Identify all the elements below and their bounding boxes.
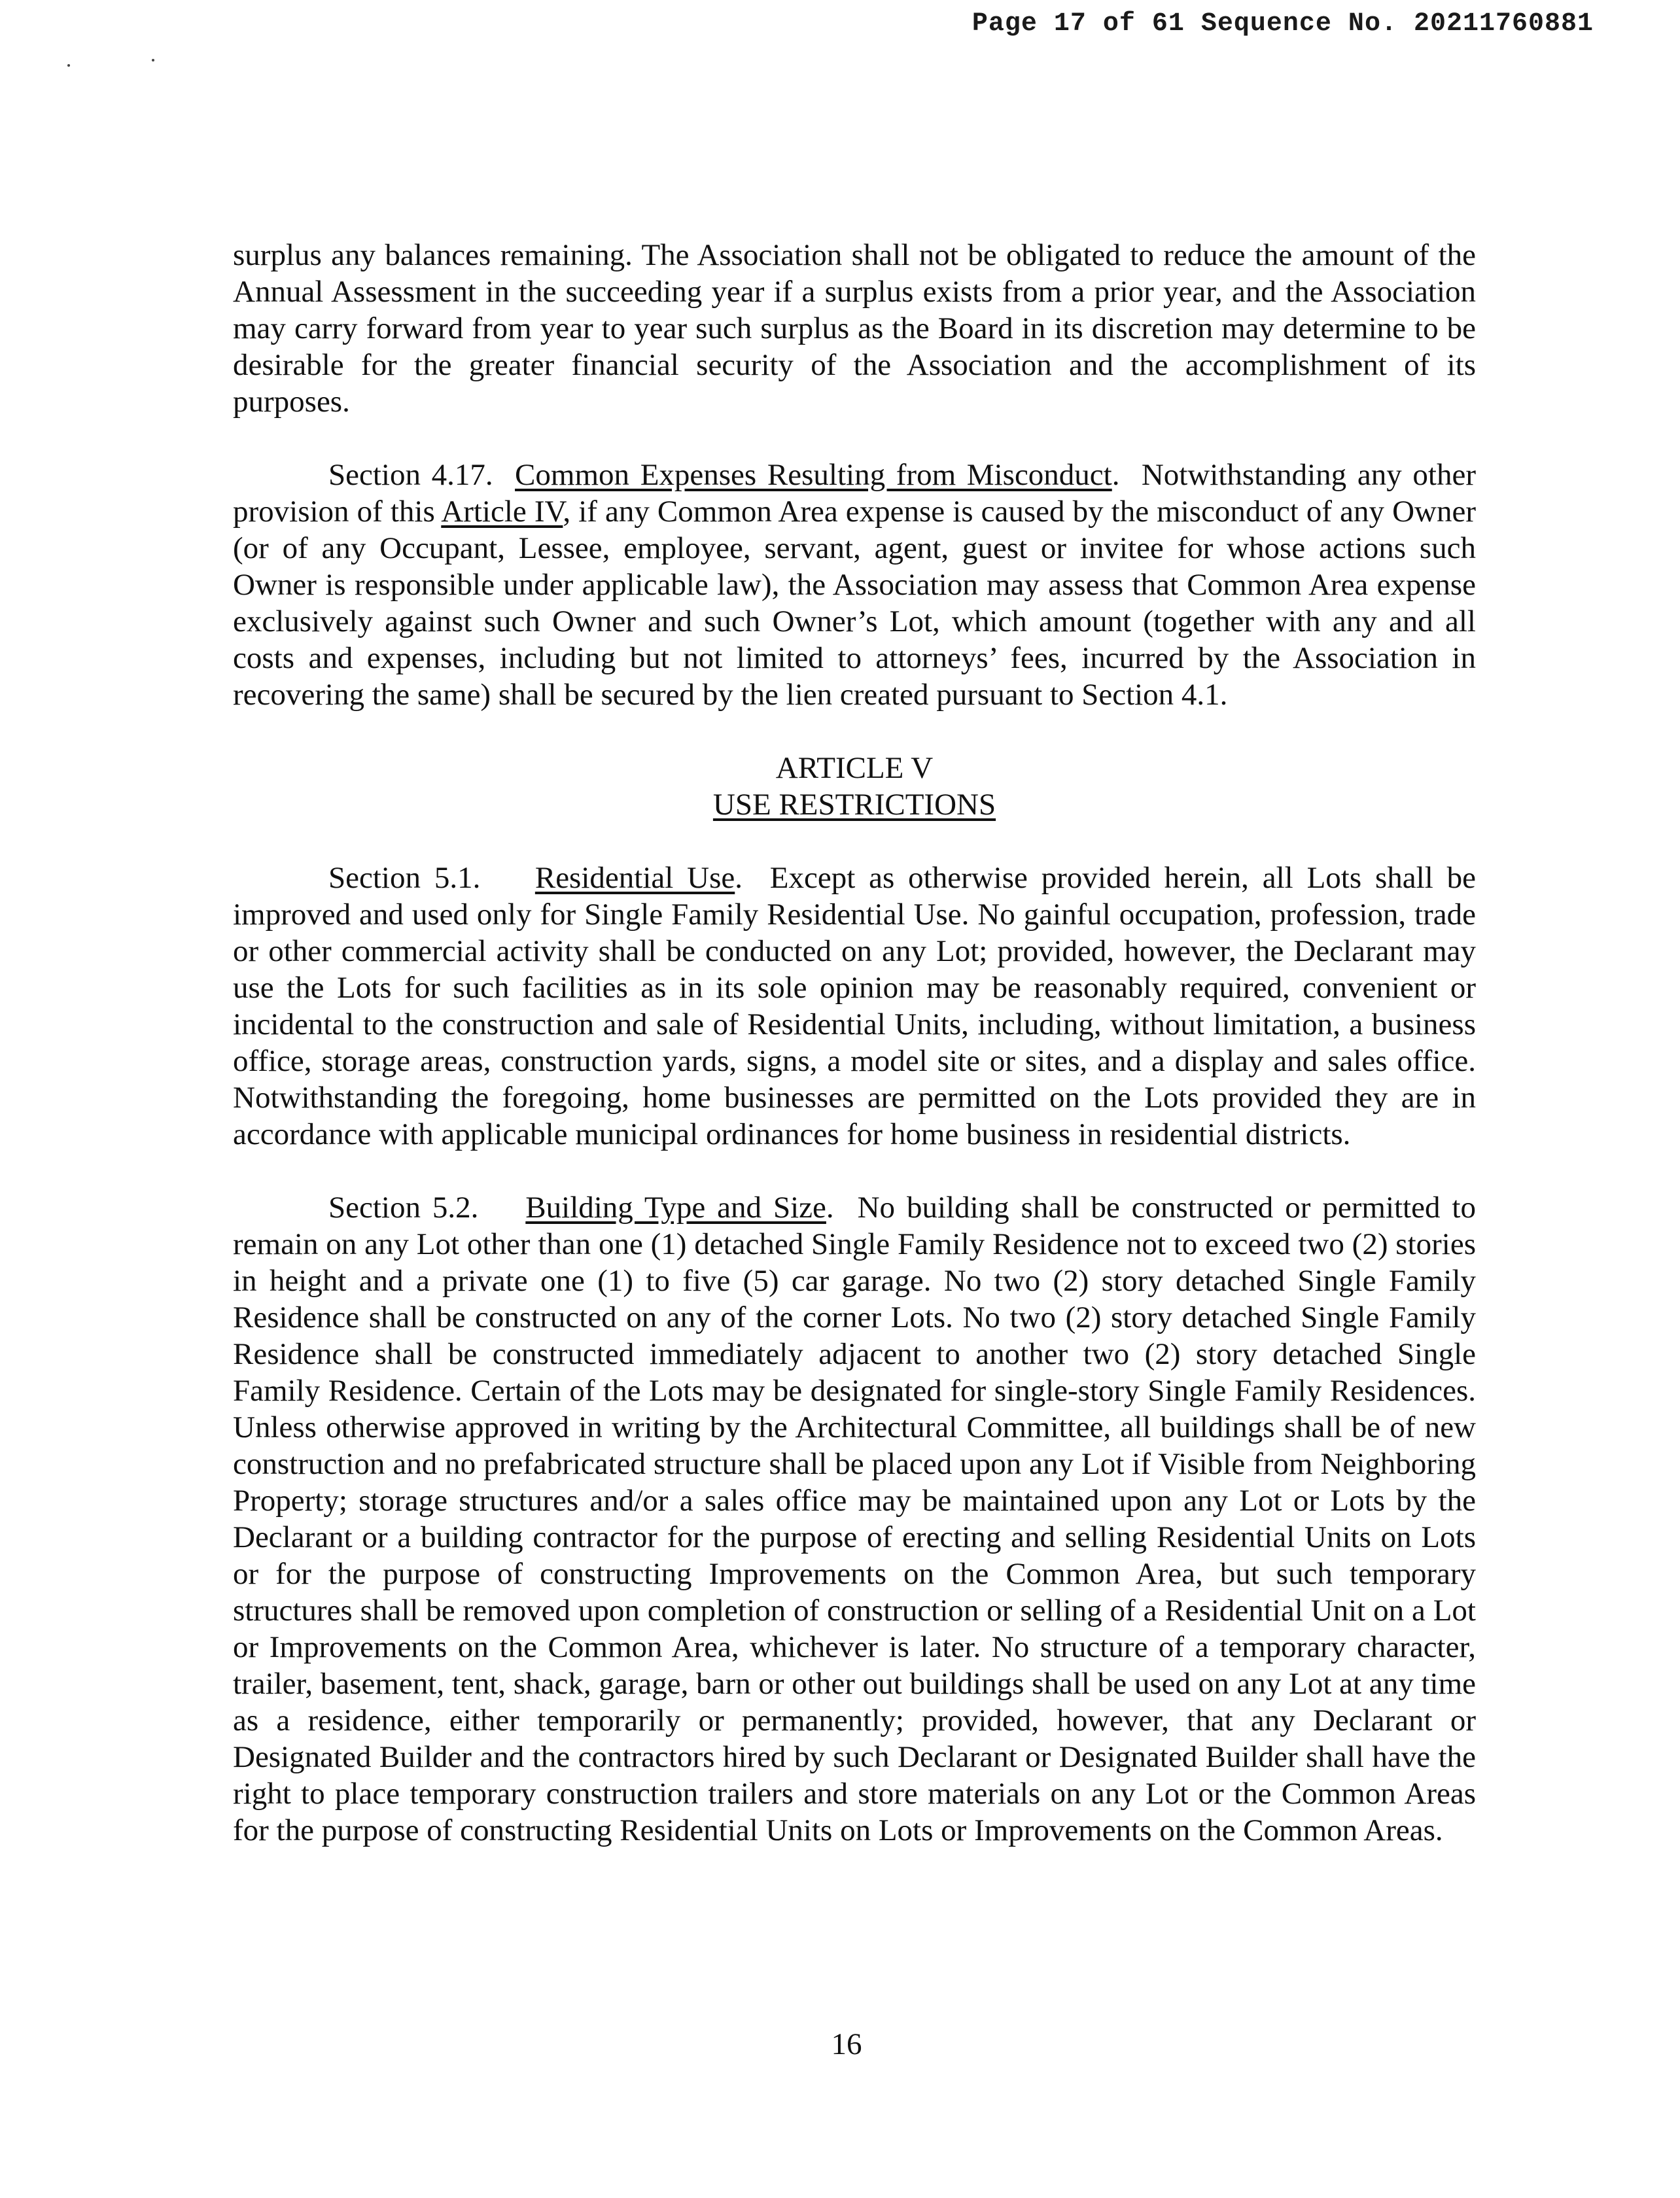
document-body [233, 237, 1476, 1885]
section-number: Section 5.2. [328, 1191, 479, 1225]
section-title: Building Type and Size [525, 1191, 826, 1225]
page-number: 16 [831, 2027, 862, 2061]
section-number: Section 5.1. [328, 861, 481, 895]
article-subtitle: USE RESTRICTIONS [712, 788, 996, 822]
section-5-1: Section 5.1. Residential Use. Except as otherwise provided herein, all Lots shall be improved and used only for Single Family Residential Use. No gainful occupation, profession, trade or other commercial activity shall be conducted on any Lot; provided, however, the Declarant may use the Lots for such facilities as in its sole opinion may be reasonably required, convenient or incidental to the construction and sale of Residential Units, including, without limitation, a business office, storage areas, construction yards, signs, a model site or sites, and a display and sales office. Notwithstanding the foregoing, home businesses are permitted on the Lots provided they are in accordance with applicable municipal ordinances for home business in residential districts. [233, 861, 1477, 1151]
section-text: Notwithstanding any other provision of this [233, 458, 1476, 529]
section-5-2: Section 5.2. Building Type and Size. No building shall be constructed or permitted to remain on any Lot other than one (1) detached Single Family Residence not to exceed two (2) stories in height and a private one (1) to five (5) car garage. No two (2) story detached Single Family Residence shall be constructed on any of the corner Lots. No two (2) story detached Single Family Residence shall be constructed immediately adjacent to another two (2) story detached Single Family Residence. Certain of the Lots may be designated for single-story Single Family Residences. Unless otherwise approved in writing by the Architectural Committee, all buildings shall be of new construction and no prefabricated structure shall be placed upon any Lot if Visible from Neighboring Property; storage structures and/or a sales office may be maintained upon any Lot or Lots by the Declarant or a building contractor for the purpose of erecting and selling Residential Units on Lots or for the purpose of constructing Improvements on the Common Area, but such temporary structures shall be removed upon completion of construction or selling of a Residential Unit on a Lot or Improvements on the Common Area, whichever is later. No structure of a temporary character, trailer, basement, tent, shack, garage, barn or other out buildings shall be used on any Lot at any time as a residence, either temporarily or permanently; provided, however, that any Declarant or Designated Builder and the contractors hired by such Declarant or Designated Builder shall have the right to place temporary construction trailers and store materials on any Lot or the Common Areas for the purpose of constructing Residential Units on Lots or Improvements on the Common Areas. [233, 1191, 1476, 1847]
section-text: Except as otherwise provided herein, all Lots shall be improved and used only for Single Family Residential Use. No gainful occupation, profession, trade or other commercial activity shall be conducted on any Lot; provided, however, the Declarant may use the Lots for such facilities as in its sole opinion may be reasonably required, convenient or incidental to the construction and sale of Residential Units, including, without limitation, a business office, storage areas, construction yards, signs, a model site or sites, and a display and sales office. Notwithstanding the foregoing, home businesses are permitted on the Lots provided they are in accordance with applicable municipal ordinances for home business in residential districts. [233, 861, 1477, 1151]
section-text: No building shall be constructed or permitted to remain on any Lot other than one (1) detached Single Family Residence not to exceed two (2) stories in height and a private one (1) to five (5) car garage. No two (2) story detached Single Family Residence shall be constructed on any of the corner Lots. No two (2) story detached Single Family Residence shall be constructed immediately adjacent to another two (2) story detached Single Family Residence. Certain of the Lots may be designated for single-story Single Family Residences. Unless otherwise approved in writing by the Architectural Committee, all buildings shall be of new construction and no prefabricated structure shall be placed upon any Lot if Visible from Neighboring Property; storage structures and/or a sales office may be maintained upon any Lot or Lots by the Declarant or a building contractor for the purpose of erecting and selling Residential Units on Lots or for the purpose of constructing Improvements on the Common Area, but such temporary structures shall be removed upon completion of construction or selling of a Residential Unit on a Lot or Improvements on the Common Area, whichever is later. No structure of a temporary character, trailer, basement, tent, shack, garage, barn or other out buildings shall be used on any Lot at any time as a residence, either temporarily or permanently; provided, however, that any Declarant or Designated Builder and the contractors hired by such Declarant or Designated Builder shall have the right to place temporary construction trailers and store materials on any Lot or the Common Areas for the purpose of constructing Residential Units on Lots or Improvements on the Common Areas. [233, 1191, 1476, 1847]
paragraph-surplus: surplus any balances remaining. The Association shall not be obligated to reduce the amount of the Annual Assessment in the succeeding year if a surplus exists from a prior year, and the Association may carry forward from year to year such surplus as the Board in its discretion may determine to be desirable for the greater financial security of the Association and the accomplishment of its purposes. [233, 238, 1476, 419]
article-reference: Article IV [441, 495, 563, 529]
article-heading [233, 750, 1476, 823]
section-number: Section 4.17. [328, 458, 493, 492]
section-text: , if any Common Area expense is caused by the misconduct of any Owner (or of any Occupant, Lessee, employee, servant, agent, guest or invitee for whose actions such Owner is responsible under applicable law), the Association may assess that Common Area expense exclusively against such Owner and such Owner’s Lot, which amount (together with any and all costs and expenses, including but not limited to attorneys’ fees, incurred by the Association in recovering the same) shall be secured by the lien created pursuant to Section 4.1. [233, 495, 1476, 712]
section-4-17: Section 4.17. Common Expenses Resulting from Misconduct. Notwithstanding any other provision of this Article IV, if any Common Area expense is caused by the misconduct of any Owner (or of any Occupant, Lessee, employee, servant, agent, guest or invitee for whose actions such Owner is responsible under applicable law), the Association may assess that Common Area expense exclusively against such Owner and such Owner’s Lot, which amount (together with any and all costs and expenses, including but not limited to attorneys’ fees, incurred by the Association in recovering the same) shall be secured by the lien created pursuant to Section 4.1. [233, 458, 1476, 712]
page-header: Page 17 of 61 Sequence No. 20211760881 [971, 9, 1594, 39]
section-title: Common Expenses Resulting from Misconduct [515, 458, 1112, 492]
scan-speck [152, 59, 154, 61]
section-title: Residential Use [534, 861, 735, 895]
scan-speck [67, 64, 70, 67]
article-title: ARTICLE V [775, 751, 934, 785]
